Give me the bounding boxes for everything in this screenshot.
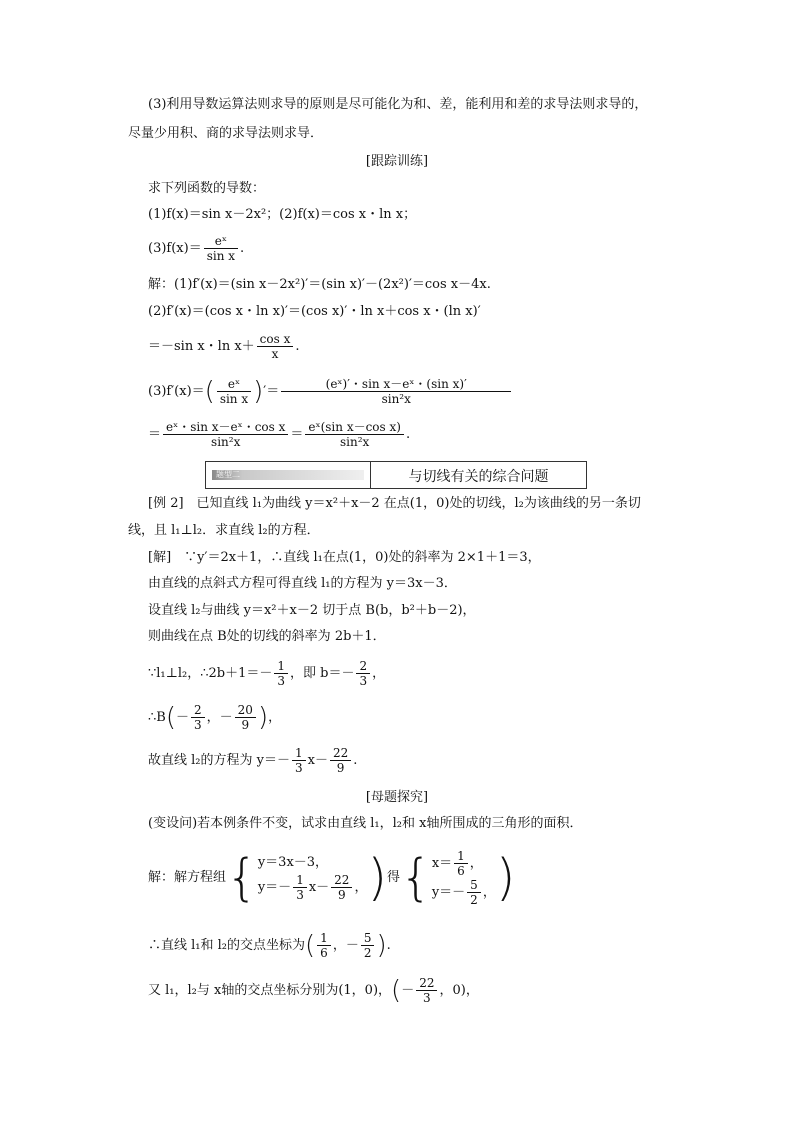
fraction [317,931,331,960]
solution-3-label: (3)f′(x)＝ [148,384,205,399]
fraction [257,332,294,361]
comma: ， [469,855,483,871]
exercise-prompt: 求下列函数的导数： [148,181,266,196]
denominator: 3 [277,674,286,688]
paren-open: ( [165,702,176,733]
section-banner [205,461,587,489]
fraction [274,659,288,688]
fraction [235,703,256,732]
denominator: 3 [359,674,368,688]
example-2-step-4: 则曲线在点 B处的切线的斜率为 2b＋1． [148,629,386,644]
paren-open: ( [204,376,215,407]
minus: － [175,710,189,725]
denominator: 6 [457,863,465,878]
example-2-step-5 [148,657,385,691]
comma: ， [372,666,386,681]
fraction [416,976,437,1005]
numerator: eˣ [217,377,251,392]
paragraph-rule-3: (3)利用导数运算法则求导的原则是尽可能化为和、差，能利用和差的求导法则求导的， [148,97,648,112]
get-text: 得 [386,870,400,885]
step-5-text-2: ，即 b＝－ [290,666,355,681]
solution-2a: (2)f′(x)＝(cos x・ln x)′＝(cos x)′・ln x＋cos x・(ln x)′ [148,304,481,319]
numerator: 20 [235,703,256,718]
eq2-text-2: x－ [308,880,330,895]
solution-system [432,849,496,907]
denominator: x [271,347,279,361]
denominator: 9 [337,888,346,902]
numerator: 22 [416,976,437,991]
numerator: 2 [191,703,205,718]
prime-equals: ′＝ [263,384,280,399]
denominator: sin²x [381,392,411,406]
period: . [353,753,358,768]
step-6-text: ∴B [148,710,166,725]
exercise-items-1-2: (1)f(x)＝sin x－2x²；(2)f(x)＝cos x・ln x； [148,207,417,222]
equals-sign: ＝ [148,427,162,442]
section-tag [212,470,364,480]
system-equation-1: y＝3x－3， [257,855,329,870]
period: . [295,339,300,354]
variant-solution-3-tail: ，0)， [439,983,479,998]
denominator: 9 [336,761,345,775]
example-2-step-3: 设直线 l₂与曲线 y＝x²＋x－2 切于点 B(b，b²＋b－2)， [148,603,476,618]
denominator: 3 [423,991,431,1005]
fraction [292,746,306,775]
exercise-item-3-label: (3)f(x)＝ [148,241,202,256]
separator: ，－ [206,710,233,725]
step-5-text: ∵l₁⊥l₂，∴2b＋1＝－ [148,666,273,681]
denominator: sin²x [340,435,370,449]
step-7-text-2: x－ [307,753,328,768]
paren-close: ) [376,930,387,961]
numerator: eˣ [204,234,238,249]
x-text: x＝ [431,855,453,871]
denominator: sin²x [211,435,241,449]
numerator: 22 [330,746,351,761]
solution-2b [148,330,300,364]
variant-question: (变设问)若本例条件不变，试求由直线 l₁，l₂和 x轴所围成的三角形的面积． [148,816,583,831]
minus: － [401,983,415,998]
section-heading-followup: [跟踪训练] [365,154,429,169]
variant-solution-1 [148,846,515,910]
equation-system [258,853,368,902]
comma: ， [482,884,496,900]
example-2-step-7 [148,744,357,778]
fraction [361,931,375,960]
denominator: 9 [241,718,250,732]
numerator: 1 [292,746,306,761]
numerator: eˣ・sin x－eˣ・cos x [163,420,288,435]
section-tag-label: 题型二 [216,470,240,479]
solution-1: 解：(1)f′(x)＝(sin x－2x²)′＝(sin x)′－(2x²)′＝cos x－4x. [148,277,491,292]
fraction [293,873,307,902]
example-2-step-2: 由直线的点斜式方程可得直线 l₁的方程为 y＝3x－3． [148,576,457,591]
y-text: y＝－ [431,884,466,900]
comma: ， [268,710,282,725]
numerator: 22 [331,873,352,888]
comma: ， [354,880,368,895]
solution-2b-text: ＝－sin x・ln x＋ [148,339,255,354]
period: . [405,427,411,442]
denominator: 6 [320,946,328,960]
numerator: 1 [317,931,331,946]
fraction [204,234,238,263]
denominator: 3 [294,761,303,775]
numerator: 1 [293,873,307,888]
exercise-item-3 [148,232,244,266]
variant-solution-3-text: 又 l₁，l₂与 x轴的交点坐标分别为(1，0)， [148,983,392,998]
section-title: 与切线有关的综合问题 [408,469,549,485]
variant-solution-text: 解：解方程组 [148,870,227,885]
variant-solution-2-text: ∴直线 l₁和 l₂的交点坐标为 [148,938,306,953]
numerator: cos x [257,332,294,347]
fraction [356,659,370,688]
paren-open: ( [391,975,402,1006]
section-heading-variant: [母题探究] [365,790,429,805]
paren-close: ) [367,848,387,907]
paragraph-rule-3-cont: 尽量少用积、商的求导法则求导． [128,126,324,141]
fraction [217,377,251,406]
fraction [331,873,352,902]
solution-y [432,878,496,907]
example-2-step-1: [解] ∵y′＝2x＋1，∴直线 l₁在点(1，0)处的斜率为 2×1＋1＝3， [148,550,541,565]
solution-4 [148,418,410,452]
solution-x [432,849,496,878]
brace-open: { [400,848,432,907]
solution-3 [148,374,513,410]
variant-solution-2 [148,928,391,964]
step-7-text: 故直线 l₂的方程为 y＝－ [148,753,290,768]
system-equation-2 [258,873,368,902]
numerator: eˣ(sin x－cos x) [305,420,404,435]
eq2-text: y＝－ [257,880,292,895]
fraction [305,420,404,449]
fraction [467,878,481,907]
separator: ，－ [332,938,359,953]
numerator: 1 [454,849,468,864]
numerator: 1 [274,659,288,674]
period: . [386,938,391,953]
example-2-line-1: [例 2] 已知直线 l₁为曲线 y＝x²＋x－2 在点(1，0)处的切线，l₂为该曲线的另一条切 [148,496,641,511]
example-2-step-6 [148,700,281,736]
fraction [281,377,511,406]
paren-open: ( [305,930,316,961]
denominator: 3 [296,888,304,902]
numerator: (eˣ)′・sin x－eˣ・(sin x)′ [281,377,511,392]
paren-close: ) [253,376,264,407]
denominator: 3 [194,718,202,732]
example-2-line-2: 线，且 l₁⊥l₂．求直线 l₂的方程． [128,523,320,538]
denominator: sin x [219,392,249,406]
equals-sign: ＝ [290,427,304,442]
brace-open: { [226,848,258,907]
fraction [330,746,351,775]
numerator: 5 [361,931,375,946]
period: . [240,241,245,256]
variant-solution-3 [148,973,479,1009]
fraction [191,703,205,732]
denominator: sin x [206,249,236,263]
fraction [454,849,468,878]
numerator: 5 [467,878,481,893]
numerator: 2 [356,659,370,674]
denominator: 2 [470,892,478,907]
fraction [163,420,288,449]
paren-close: ) [257,702,269,733]
denominator: 2 [363,946,372,960]
paren-close: ) [495,848,516,907]
